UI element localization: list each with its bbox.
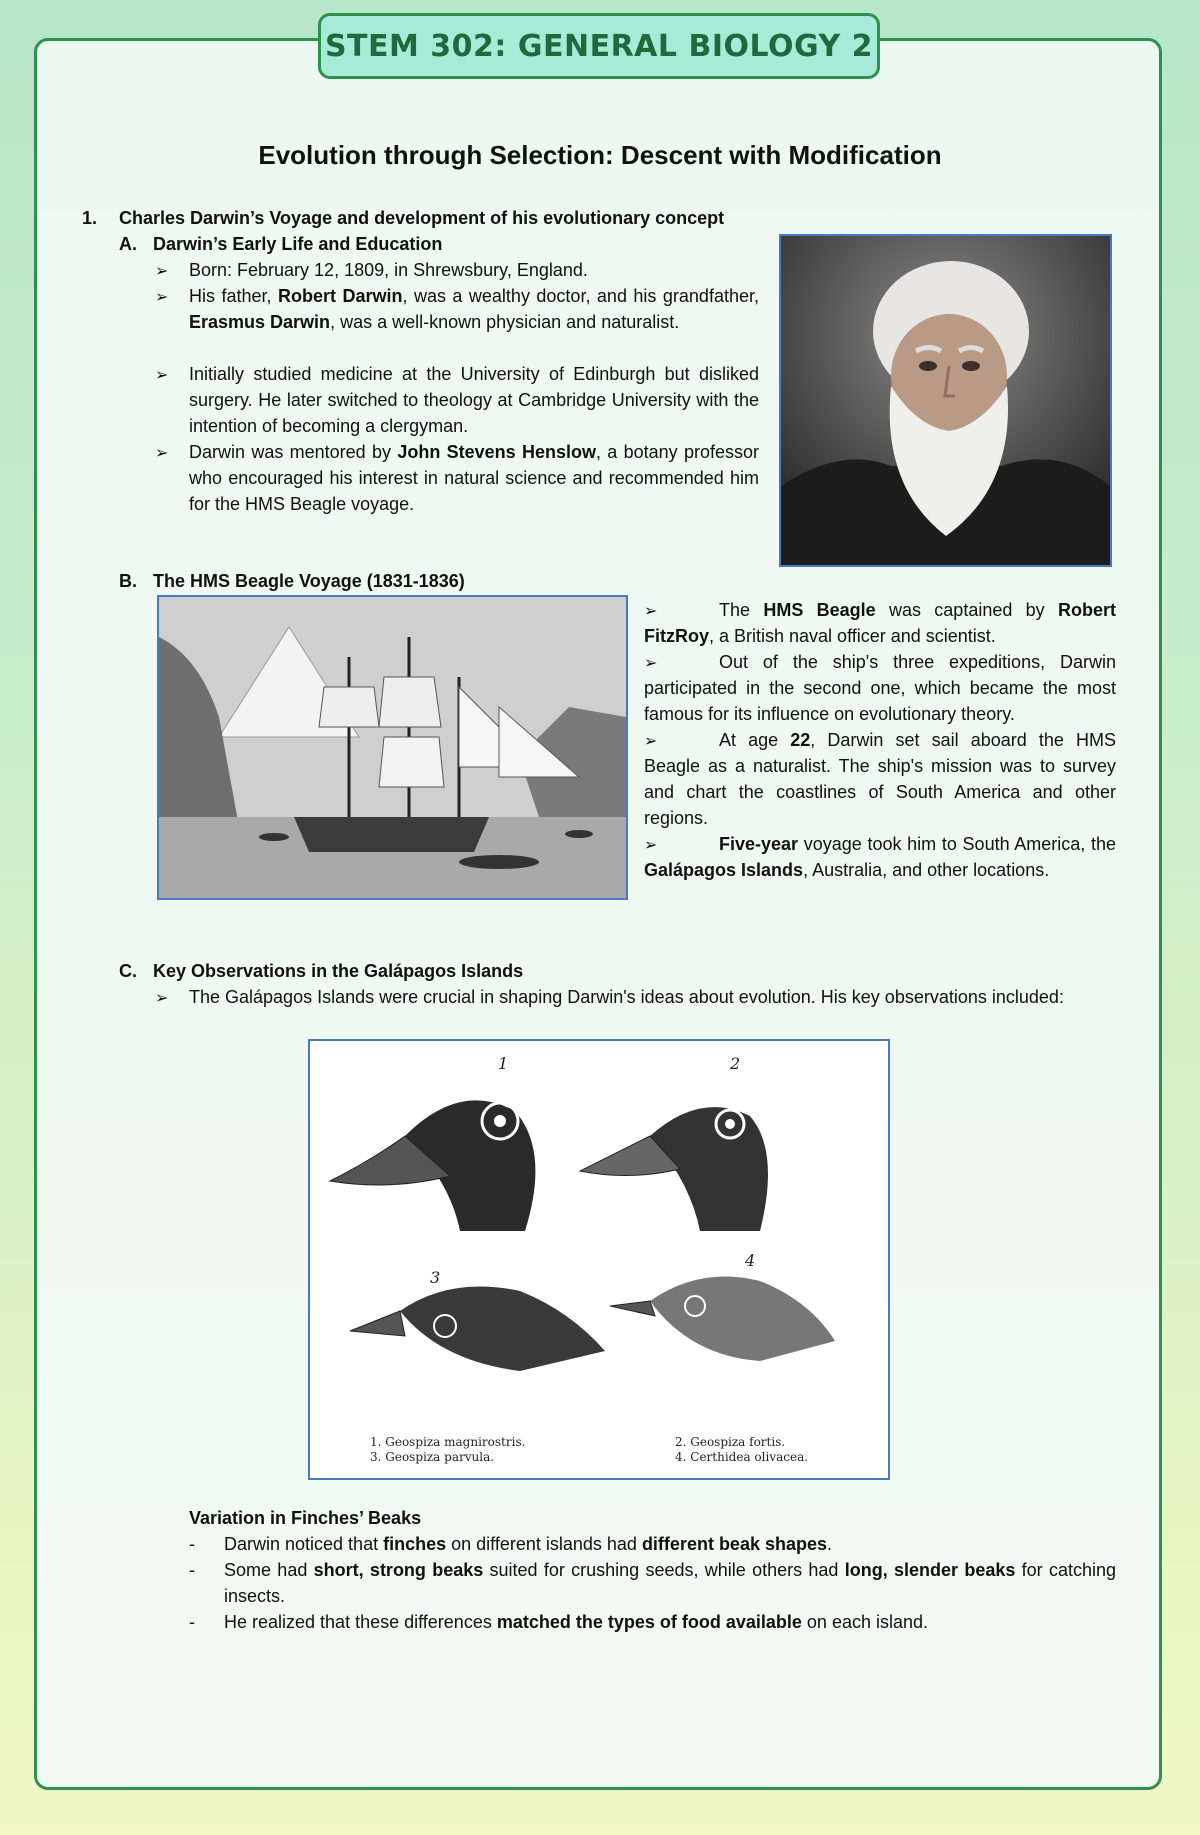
finch-number-2: 2 — [730, 1054, 741, 1073]
bullet-arrow-icon: ➢ — [644, 655, 658, 672]
course-banner — [318, 13, 880, 79]
subsection-c-heading: Key Observations in the Galápagos Islands — [153, 961, 524, 981]
subsection-c-letter: C. — [119, 961, 137, 981]
finch-caption-4: 4. Certhidea olivacea. — [675, 1450, 809, 1464]
course-title: STEM 302: GENERAL BIOLOGY 2 — [324, 28, 874, 64]
bullet-arrow-icon: ➢ — [644, 733, 658, 750]
dash-bullet: - — [189, 1560, 195, 1580]
finches-point-3: He realized that these differences matched the types of food available on each island. — [224, 1612, 929, 1632]
hms-beagle-illustration — [157, 595, 628, 900]
bullet-arrow-icon: ➢ — [644, 603, 658, 620]
subsection-a-letter: A. — [119, 234, 137, 254]
finch-caption-1: 1. Geospiza magnirostris. — [370, 1435, 526, 1449]
early-life-bullet-2: His father, Robert Darwin, was a wealthy doctor, and his grandfather, Erasmus Darwin, was a well-known physician and naturalist. — [189, 286, 759, 332]
bullet-arrow-icon: ➢ — [155, 990, 169, 1007]
page-title: Evolution through Selection: Descent with Modification — [258, 140, 942, 170]
galapagos-bullet-1: The Galápagos Islands were crucial in shaping Darwin's ideas about evolution. His key observations included: — [189, 987, 1064, 1007]
finch-caption-3: 3. Geospiza parvula. — [370, 1450, 495, 1464]
subsection-a-heading: Darwin’s Early Life and Education — [153, 234, 443, 254]
subsection-b-letter: B. — [119, 571, 137, 591]
finch-beaks-illustration — [308, 1039, 890, 1480]
section-heading: Charles Darwin’s Voyage and development of his evolutionary concept — [119, 208, 725, 228]
finches-point-2: Some had short, strong beaks suited for crushing seeds, while others had long, slender beaks for catching insects. — [224, 1560, 1116, 1606]
dash-bullet: - — [189, 1534, 195, 1554]
finch-number-3: 3 — [430, 1268, 441, 1287]
bullet-arrow-icon: ➢ — [155, 263, 169, 280]
section-number: 1. — [82, 208, 98, 228]
early-life-bullet-3: Initially studied medicine at the University of Edinburgh but disliked surgery. He later switched to theology at Cambridge University with the intention of becoming a clergyman. — [189, 364, 759, 436]
bullet-arrow-icon: ➢ — [155, 445, 169, 462]
subsection-b-heading: The HMS Beagle Voyage (1831-1836) — [153, 571, 465, 591]
finch-caption-2: 2. Geospiza fortis. — [675, 1435, 786, 1449]
finch-number-1: 1 — [498, 1054, 509, 1073]
finches-heading: Variation in Finches’ Beaks — [189, 1508, 422, 1528]
early-life-bullet-4: Darwin was mentored by John Stevens Henslow, a botany professor who encouraged his interest in natural science and recommended him for the HMS Beagle voyage. — [189, 442, 759, 514]
bullet-arrow-icon: ➢ — [155, 289, 169, 306]
darwin-portrait — [779, 234, 1112, 567]
beagle-bullet-4: Five-year voyage took him to South America, the Galápagos Islands, Australia, and other locations. — [644, 834, 1116, 880]
beagle-bullet-1: The HMS Beagle was captained by Robert FitzRoy, a British naval officer and scientist. — [644, 600, 1116, 646]
beagle-bullet-2: Out of the ship's three expeditions, Darwin participated in the second one, which became the most famous for its influence on evolutionary theory. — [644, 652, 1116, 724]
bullet-arrow-icon: ➢ — [644, 837, 658, 854]
finch-number-4: 4 — [745, 1251, 756, 1270]
bullet-arrow-icon: ➢ — [155, 367, 169, 384]
dash-bullet: - — [189, 1612, 195, 1632]
beagle-bullet-3: At age 22, Darwin set sail aboard the HMS Beagle as a naturalist. The ship's mission was to survey and chart the coastlines of South America and other regions. — [644, 730, 1116, 828]
finches-point-1: Darwin noticed that finches on different islands had different beak shapes. — [224, 1534, 833, 1554]
early-life-bullet-1: Born: February 12, 1809, in Shrewsbury, England. — [189, 260, 588, 280]
